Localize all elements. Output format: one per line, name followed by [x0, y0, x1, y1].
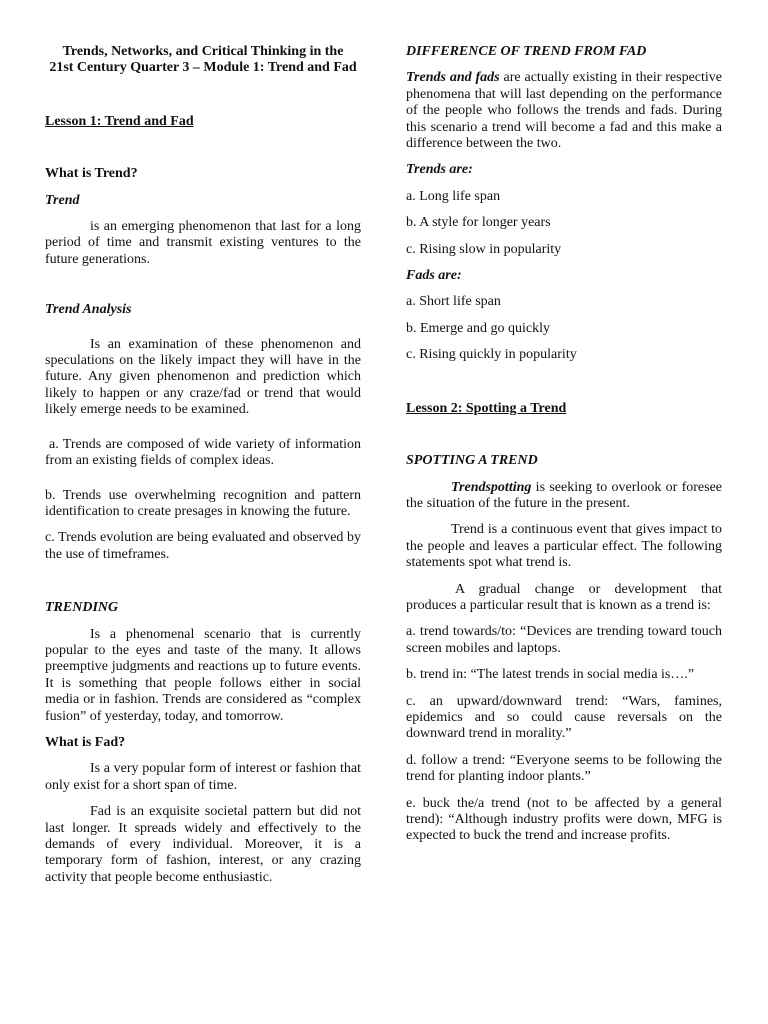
trend-definition: is an emerging phenomenon that last for a long period of time and transmit existing ventures to the future generations. — [45, 219, 361, 267]
fads-item-a: a. Short life span — [406, 294, 501, 310]
trendspotting-lead: Trendspotting — [451, 479, 532, 495]
trend-point-b: b. Trends use overwhelming recognition and pattern identification to create presages in knowing the future. — [45, 487, 361, 519]
trends-item-b: b. A style for longer years — [406, 215, 551, 231]
fads-are-heading: Fads are: — [406, 268, 462, 284]
difference-text: are actually existing in their respective phenomena that will last depending on the performance of the people who follows the trends and fads. During this scenario a trend will become a fad and this make a difference between the two. — [406, 70, 723, 152]
trendspotting-text: is seeking to overlook or foresee the situation of the future in the present. — [406, 479, 722, 511]
trendspotting-body — [406, 480, 722, 513]
difference-lead: Trends and fads — [406, 70, 500, 86]
difference-body — [406, 70, 722, 152]
trend-point-a: a. Trends are composed of wide variety of information from an existing fields of complex ideas. — [45, 436, 361, 469]
lesson-2-heading: Lesson 2: Spotting a Trend — [406, 400, 567, 416]
lesson-1-heading: Lesson 1: Trend and Fad — [45, 113, 194, 129]
what-is-fad-heading: What is Fad? — [45, 734, 126, 750]
trend-continuous-body: Trend is a continuous event that gives impact to the people and leaves a particular effect. The following statements spot what trend is. — [406, 522, 722, 571]
trend-analysis-heading: Trend Analysis — [45, 302, 132, 318]
what-is-trend-heading: What is Trend? — [45, 166, 138, 182]
right-column — [406, 44, 722, 845]
fads-item-b: b. Emerge and go quickly — [406, 320, 550, 336]
example-e: e. buck the/a trend (not to be affected by a general trend): “Although industry profits were down, MFG is expected to buck the trend and increase profits. — [406, 795, 722, 844]
trending-body: Is a phenomenal scenario that is currently popular to the eyes and taste of the many. It allows preemptive judgments and reactions up to future events. It is something that people follows either in social media or in fashion. Trends are considered as “complex fusion” of yesterday, today, and tomorrow. — [45, 626, 361, 724]
example-d: d. follow a trend: “Everyone seems to be following the trend for planting indoor plants.” — [406, 752, 722, 785]
document-title: Trends, Networks, and Critical Thinking in the 21st Century Quarter 3 – Module 1: Trend and Fad — [49, 44, 357, 76]
trends-item-a: a. Long life span — [406, 188, 501, 204]
example-c: c. an upward/downward trend: “Wars, famines, epidemics and so could cause reversals on the downward trend in morality.” — [406, 693, 722, 742]
trends-are-heading: Trends are: — [406, 162, 473, 178]
trends-item-c: c. Rising slow in popularity — [406, 241, 562, 257]
trend-analysis-body: Is an examination of these phenomenon and speculations on the likely impact they will have in the future. Any given phenomenon and prediction which likely to happen or any craze/fad or trend that would likely emerge needs to be examined. — [45, 336, 361, 418]
example-b: b. trend in: “The latest trends in social media is….” — [406, 667, 695, 683]
spotting-heading: SPOTTING A TREND — [406, 453, 538, 469]
example-a: a. trend towards/to: “Devices are trending toward touch screen mobiles and laptops. — [406, 624, 722, 656]
trending-heading: TRENDING — [45, 600, 119, 616]
gradual-change-body: A gradual change or development that produces a particular result that is known as a trend is: — [406, 581, 722, 613]
trend-point-c: c. Trends evolution are being evaluated and observed by the use of timeframes. — [45, 530, 361, 562]
fad-paragraph-1: Is a very popular form of interest or fashion that only exist for a short span of time. — [45, 761, 361, 793]
left-column — [45, 44, 361, 886]
trend-heading: Trend — [45, 192, 80, 208]
difference-heading: DIFFERENCE OF TREND FROM FAD — [406, 44, 647, 59]
fad-paragraph-2: Fad is an exquisite societal pattern but did not last longer. It spreads widely and effectively to the demands of every individual. Moreover, it is a temporary form of fashion, interest, or any crazing activity that people become enthusiastic. — [45, 804, 361, 885]
fads-item-c: c. Rising quickly in popularity — [406, 347, 577, 363]
